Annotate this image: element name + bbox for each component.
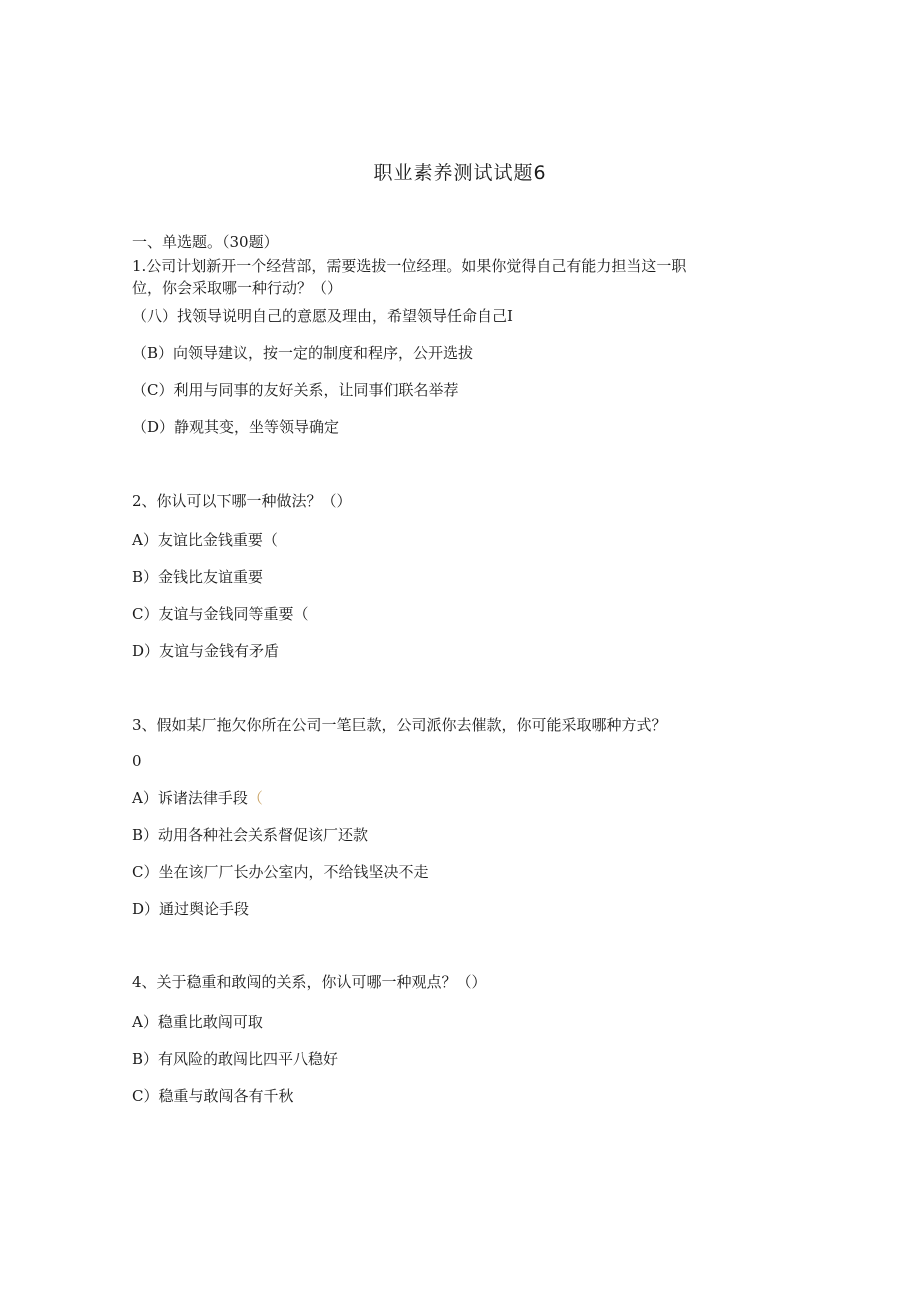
question-1-stem-line-1: 1.公司计划新开一个经营部，需要选拔一位经理。如果你觉得自己有能力担当这一职 xyxy=(132,257,687,275)
question-4-stem: 4、关于稳重和敢闯的关系，你认可哪一种观点？（） xyxy=(132,973,487,991)
question-2-option-a: A）友谊比金钱重要（ xyxy=(132,531,278,549)
question-3-option-c: C）坐在该厂厂长办公室内，不给钱坚决不走 xyxy=(132,863,429,881)
question-3-stem-line-1: 3、假如某厂拖欠你所在公司一笔巨款，公司派你去催款，你可能采取哪种方式？ xyxy=(132,716,667,734)
question-3-option-b: B）动用各种社会关系督促该厂还款 xyxy=(132,826,369,844)
question-3-option-a-mark: （ xyxy=(247,789,263,807)
question-2-option-c: C）友谊与金钱同等重要（ xyxy=(132,605,309,623)
question-1-stem-line-2: 位，你会采取哪一种行动？（） xyxy=(132,279,343,297)
question-3-stem-line-2: 0 xyxy=(132,752,142,770)
question-2-option-d: D）友谊与金钱有矛盾 xyxy=(132,642,280,660)
question-4-option-b: B）有风险的敢闯比四平八稳好 xyxy=(132,1050,339,1068)
question-1-option-c: （C）利用与同事的友好关系，让同事们联名举荐 xyxy=(132,381,459,399)
document-title: 职业素养测试试题6 xyxy=(373,162,547,184)
question-1-option-a: （八）找领导说明自己的意愿及理由，希望领导任命自己I xyxy=(132,307,513,325)
section-heading: 一、单选题。（30题） xyxy=(132,233,279,251)
question-2-option-b: B）金钱比友谊重要 xyxy=(132,568,264,586)
question-1-option-d: （D）静观其变，坐等领导确定 xyxy=(132,418,340,436)
question-3-option-a-text: A）诉诸法律手段 xyxy=(132,789,248,807)
question-4-option-a: A）稳重比敢闯可取 xyxy=(132,1013,263,1031)
question-1-option-b: （B）向领导建议，按一定的制度和程序，公开选拔 xyxy=(132,344,474,362)
question-3-option-a xyxy=(132,788,263,808)
question-4-option-c: C）稳重与敢闯各有千秋 xyxy=(132,1087,294,1105)
question-2-stem: 2、你认可以下哪一种做法？（） xyxy=(132,492,352,510)
question-3-option-d: D）通过舆论手段 xyxy=(132,900,250,918)
